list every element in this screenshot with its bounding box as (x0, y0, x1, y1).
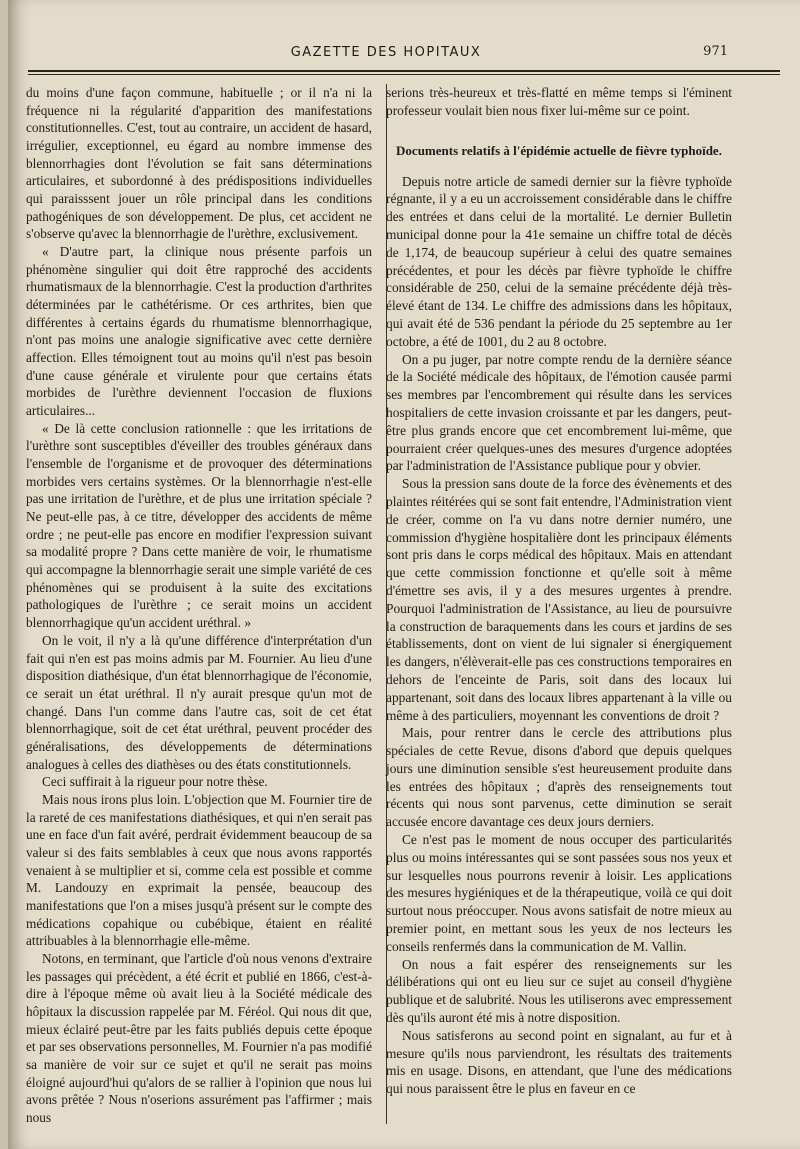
header-rule-thin (28, 74, 780, 75)
paragraph: Depuis notre article de samedi dernier sur la fièvre typhoïde régnante, il y a eu un accroissement considérable dans le chiffre des entrées et dans celui de la mortalité. Le dernier Bulletin municipal donne pour la 41e semaine un chiffre total de décès de 1,174, de beaucoup supérieur à celui des quatre semaines précédentes, et pour les décès par fièvre typhoïde le chiffre considérable de 250, celui de la semaine précédente déjà très-élevé étant de 134. Le chiffre des admissions dans les hôpitaux, qui avait été de 536 pendant la période du 25 septembre au 1er octobre, a été de 1001, du 2 au 8 octobre. (386, 173, 732, 349)
paragraph: On le voit, il n'y a là qu'une différence d'interprétation d'un fait qui n'en est pas moins admis par M. Fournier. Au lieu d'une disposition diathésique, d'un état blennorrhagique de l'économie, ce serait un état uréthral. Il n'y aurait presque qu'un mot de changé. Dans l'un comme dans l'autre cas, soit de cet état blennorrhagique, soit de cet état uréthral, peuvent procéder des généralisations, des développements de déterminations analogues à celles des diathèses ou des états constitutionnels. (26, 632, 372, 772)
paragraph: Notons, en terminant, que l'article d'où nous venons d'extraire les passages qui précèdent, a été écrit et publié en 1866, c'est-à-dire à l'époque même où avait lieu à la Société médicale des hôpitaux la discussion rappelée par M. Féréol. Qui nous dit que, mieux éclairé peut-être par les faits publiés depuis cette époque et par ses observations personnelles, M. Fournier n'a pas modifié sa manière de voir sur ce sujet et qu'il ne serait pas moins éloigné aujourd'hui qu'alors de se rallier à l'opinion que nous lui avons prêtée ? Nous n'oserions assurément pas l'affirmer ; mais nous (26, 950, 372, 1125)
paragraph: « De là cette conclusion rationnelle : que les irritations de l'urèthre sont susceptibles d'éveiller des troubles généraux dans l'ensemble de l'organisme et de provoquer des déterminations morbides vers certains systèmes. Or la blennorrhagie n'est-elle pas une irritation de l'urèthre, et de plus une irritation spéciale ? Ne peut-elle pas, à ce titre, développer des accidents de même ordre ; ne peut-elle pas encore en modifier l'expression suivant sa modalité propre ? Dans cette manière de voir, le rhumatisme qui accompagne la blennorrhagie serait une simple variété de ces phénomènes qui se produisent à la suite des excitations pathologiques de l'urèthre ; ce serait moins un accident blennorrhagique qu'un accident uréthral. » (26, 420, 372, 631)
journal-title: GAZETTE DES HOPITAUX (290, 45, 482, 60)
paragraph: Ce n'est pas le moment de nous occuper des particularités plus ou moins intéressantes qui se sont passées sous nos yeux et sur lesquelles nous pourrons revenir à loisir. Les applications des mesures hygiéniques et de la thérapeutique, voilà ce qui doit surtout nous préoccuper. Nous avons satisfait de notre mieux au premier point, en mettant sous les yeux de nos lecteurs les conseils renfermés dans la communication de M. Vallin. (386, 832, 732, 954)
paragraph: Mais nous irons plus loin. L'objection que M. Fournier tire de la rareté de ces manifestations diathésiques, et qui n'en serait pas une en face d'un fait avéré, perdrait évidemment beaucoup de sa valeur si des faits semblables à ceux que nous avons rapportés venaient à se multiplier et si, comme cela est possible et comme M. Landouzy en exprimait la pensée, beaucoup des manifestations que l'on a mises jusqu'à présent sur le compte des médications copahique ou cubébique, étaient en réalité attribuables à la blennorrhagie elle-même. (26, 791, 372, 949)
paragraph: Ceci suffirait à la rigueur pour notre thèse. (42, 774, 268, 790)
right-column (386, 84, 732, 1098)
paragraph: du moins d'une façon commune, habituelle ; or il n'a ni la fréquence ni la régularité d'apparition des manifestations constitutionnelles. C'est, tout au contraire, un accident de hasard, irrégulier, exceptionnel, eu égard au nombre immense des blennorrhagies dont l'évolution se fait sans déterminations articulaires, et subordonné à des prédispositions individuelles qui paraisssent jouer un rôle principal dans les conditions pathogéniques de son développement. De plus, cet accident ne s'observe qu'avec la blennorrhagie de l'urèthre, exclusivement. (26, 85, 372, 242)
left-column (26, 84, 372, 1127)
page-header (8, 44, 800, 64)
paragraph: On nous a fait espérer des renseignements sur les délibérations qui ont eu lieu sur ce sujet au conseil d'hygiène publique et de salubrité. Nous les utiliserons avec empressement dès qu'ils auront été mis à notre disposition. (386, 956, 732, 1026)
paragraph: Mais, pour rentrer dans le cercle des attributions plus spéciales de cette Revue, disons d'abord que depuis quelques jours une diminution sensible s'est heureusement produite dans les entrées des hôpitaux ; d'après des renseignements tout récents qui nous sont parvenus, cette diminution se serait accusée encore davantage ces deux jours derniers. (386, 725, 732, 830)
page-number: 971 (703, 44, 728, 59)
paragraph: Sous la pression sans doute de la force des évènements et des plaintes réitérées qui se sont fait entendre, l'Administration vient de créer, comme on l'a vu dans notre dernier numéro, une commission d'hygiène hospitalière dont les principaux éléments sont pris dans le corps médical des hôpitaux. Mais en attendant que cette commission fonctionne et qu'elle soit à même d'émettre ses avis, il y a des mesures urgentes à prendre. Pourquoi l'administration de l'Assistance, au lieu de poursuivre la construction de baraquements dans les cours et jardins de ses établissements, dont on vient de lui signaler si énergiquement les dangers, n'élèverait-elle pas ces constructions temporaires en dehors de l'enceinte de Paris, soit dans des locaux lui appartenant, soit dans des locaux libres appartenant à la ville ou même à des particuliers, moyennant les conventions de droit ? (386, 476, 732, 723)
header-rule-thick (28, 70, 780, 72)
paragraph: serions très-heureux et très-flatté en même temps si l'éminent professeur voulait bien nous fixer lui-même sur ce point. (386, 85, 732, 118)
newspaper-page (8, 0, 800, 1149)
paragraph: Nous satisferons au second point en signalant, au fur et à mesure qu'ils nous parviendront, les résultats des traitements mis en usage. Disons, en attendant, que l'une des médications qui nous paraissent être le plus en faveur en ce (386, 1027, 732, 1097)
paragraph: « D'autre part, la clinique nous présente parfois un phénomène singulier qui doit être rapproché des accidents rhumatismaux de la blennorrhagie. C'est la production d'arthrites déterminées par le cathétérisme. Or ces arthrites, bien que différentes à certains égards du rhumatisme blennorrhagique, n'ont pas moins une analogie significative avec cette dernière affection. Elles témoignent tout au moins qu'il n'est pas besoin d'une cause générale et virulente pour que certains états morbides de l'urèthre deviennent l'occasion de fluxions articulaires... (26, 244, 372, 419)
article-heading: Documents relatifs à l'épidémie actuelle de fièvre typhoïde. (396, 142, 722, 158)
paragraph: On a pu juger, par notre compte rendu de la dernière séance de la Société médicale des hôpitaux, de l'émotion causée parmi ses membres par l'encombrement qui résulte dans les services hospitaliers de cette invasion croissante et par les dangers, peut-être plus grands encore que cet encombrement lui-même, que pourraient créer quelques-unes des mesures d'urgence adoptées par l'administration de l'Assistance publique pour y obvier. (386, 351, 732, 474)
